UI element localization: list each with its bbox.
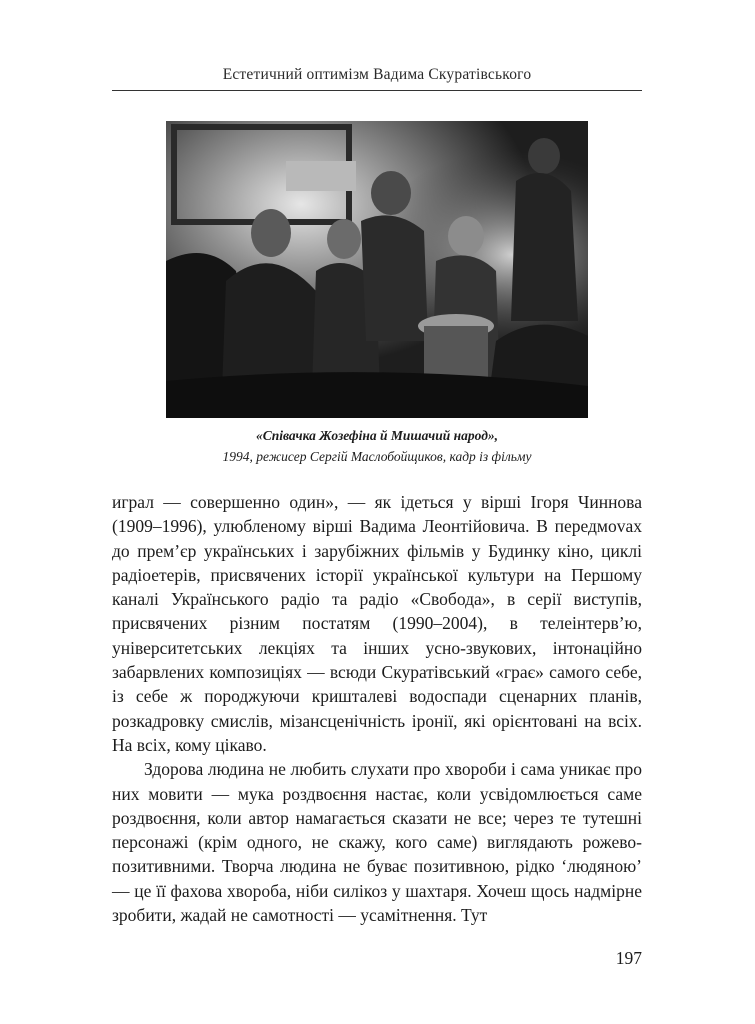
film-still-photo [166,121,588,418]
body-paragraph: играл — совершенно один», — як ідеться у вірші Ігоря Чиннова (1909–1996), улюбленому вірші Вадима Леонтійовича. В передмоvах до прем’єр українських і зарубіжних фільмів у Будинку кіно, циклі радіоетерів, присвячених історії української культури на Першому каналі Українського радіо та радіо «Свобода», в серії виступів, присвячених різним постатям (1990–2004), в телеінтерв’ю, університетських лекціях та інших усно-звукових, інтонаційно забарвлених композиціях — всюди Скуратівський «грає» самого себе, із себе ж породжуючи кришталеві водоспади сценарних планів, розкадровку смислів, мізансценічність іронії, які орієнтовані на всіх. На всіх, кому цікаво. [112,492,642,755]
body-text [112,490,642,927]
running-header: Естетичний оптимізм Вадима Скуратівського [222,66,532,83]
header-rule [112,90,642,91]
body-paragraph: Здорова людина не любить слухати про хвороби і сама уникає про них мовити — мука роздвоєння настає, коли усвідомлюється саме роздвоєння, коли автор намагається сказати не все; через те тутешні персонажі (крім одного, не скажу, кого саме) виглядають рожево-позитивними. Творча людина не буває позитивною, рідко ‘людяною’ — це її фахова хвороба, ніби силікоз у шахтаря. Хочеш щось надмірне зробити, жадай не самотності — усамітнення. Тут [112,759,642,926]
caption-detail: 1994, режисер Сергій Маслобойщиков, кадр із фільму [222,449,532,464]
film-still-image [166,121,588,418]
page-number: 197 [615,948,642,968]
caption-title: «Співачка Жозефіна й Мишачий народ», [255,428,499,443]
figure-caption [112,425,642,467]
